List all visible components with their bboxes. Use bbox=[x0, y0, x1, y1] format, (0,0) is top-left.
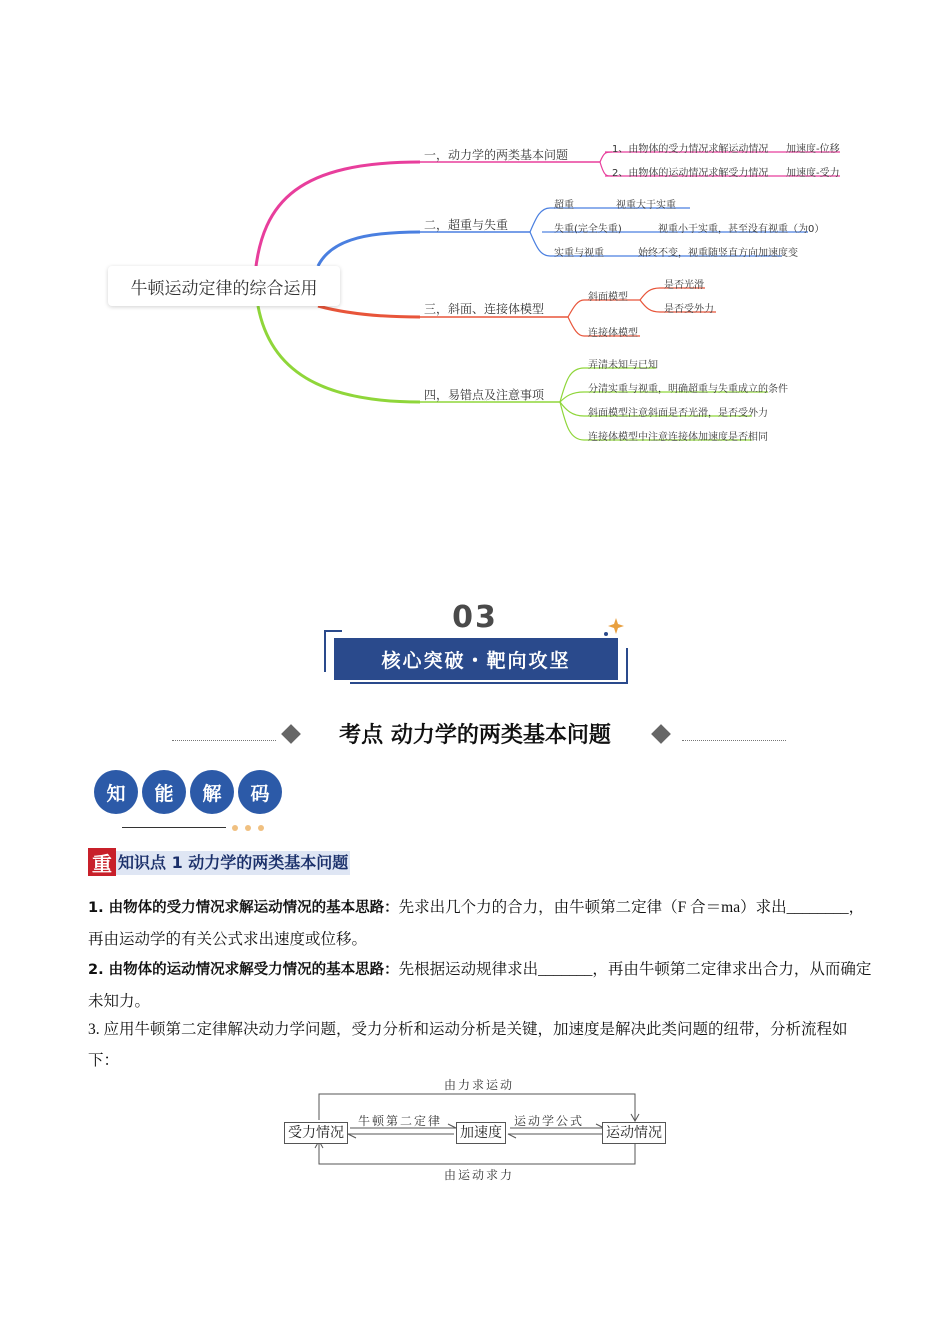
dot-2 bbox=[245, 825, 251, 831]
branch-3-child-2: 连接体模型 bbox=[588, 328, 638, 339]
branch-3-child-1-sub-2: 是否受外力 bbox=[664, 304, 714, 315]
circle-jie: 解 bbox=[190, 770, 234, 814]
branch-4-child-4: 连接体模型中注意连接体加速度是否相同 bbox=[588, 432, 768, 443]
branch-4-child-1: 弄清未知与已知 bbox=[588, 360, 658, 371]
branch-4-label: 四，易错点及注意事项 bbox=[424, 388, 545, 402]
paragraph-2-text: 先根据运动规律求出_______，再由牛顿第二定律求出合力，从而确定未知力。 bbox=[88, 961, 872, 1010]
circle-zhi: 知 bbox=[94, 770, 138, 814]
flow-box-force: 受力情况 bbox=[284, 1122, 348, 1144]
flow-label-kinematics: 运动学公式 bbox=[514, 1114, 585, 1128]
branch-2-child-3-note: 始终不变，视重随竖直方向加速度变 bbox=[638, 248, 798, 259]
circle-neng: 能 bbox=[142, 770, 186, 814]
branch-2-child-2: 失重(完全失重) bbox=[554, 224, 622, 235]
branch-2-child-1-note: 视重大于实重 bbox=[616, 200, 676, 211]
flow-label-newton: 牛顿第二定律 bbox=[358, 1114, 443, 1128]
knowledge-title: 知识点 1 动力学的两类基本问题 bbox=[116, 851, 350, 875]
paragraph-3: 3. 应用牛顿第二定律解决动力学问题，受力分析和运动分析是关键，加速度是解决此类问题的纽带，分析流程如下： bbox=[88, 1021, 848, 1069]
paragraph-1 bbox=[88, 892, 872, 955]
branch-1-child-1-note: 加速度-位移 bbox=[786, 144, 840, 155]
branch-2-label: 二，超重与失重 bbox=[424, 218, 509, 232]
flow-box-acceleration: 加速度 bbox=[456, 1122, 506, 1144]
branch-4-child-3: 斜面模型注意斜面是否光滑，是否受外力 bbox=[588, 408, 768, 419]
section-number: 03 bbox=[452, 600, 498, 635]
paragraph-1-lead: 1. 由物体的受力情况求解运动情况的基本思路： bbox=[88, 900, 399, 916]
branch-3-curve bbox=[318, 306, 420, 317]
section-title-banner: 核心突破・靶向攻坚 bbox=[334, 638, 618, 680]
branch-1-child-2-note: 加速度-受力 bbox=[786, 168, 840, 179]
branch-3-label: 三，斜面、连接体模型 bbox=[424, 302, 545, 316]
sparkle-icon bbox=[600, 616, 626, 638]
branch-4-child-2: 分清实重与视重，明确超重与失重成立的条件 bbox=[588, 384, 788, 395]
circle-ma: 码 bbox=[238, 770, 282, 814]
branch-2-child-1: 超重 bbox=[554, 200, 574, 211]
flow-label-top: 由力求运动 bbox=[444, 1078, 515, 1092]
paragraph-2-lead: 2. 由物体的运动情况求解受力情况的基本思路： bbox=[88, 962, 399, 978]
topic-title: 考点 动力学的两类基本问题 bbox=[339, 723, 611, 748]
dot-3 bbox=[258, 825, 264, 831]
flow-label-bottom: 由运动求力 bbox=[444, 1168, 515, 1182]
branch-1-curve bbox=[255, 162, 420, 275]
branch-4-curve bbox=[258, 306, 420, 402]
branch-1-child-2: 2、由物体的运动情况求解受力情况 bbox=[612, 168, 769, 179]
mindmap-root: 牛顿运动定律的综合运用 bbox=[108, 266, 340, 306]
branch-1-child-1: 1、由物体的受力情况求解运动情况 bbox=[612, 144, 769, 155]
paragraph-2 bbox=[88, 954, 872, 1017]
knowledge-badge: 重 bbox=[88, 848, 116, 876]
dot-1 bbox=[232, 825, 238, 831]
branch-2-child-2-note: 视重小于实重，甚至没有视重（为0） bbox=[658, 224, 825, 235]
branch-3-child-1: 斜面模型 bbox=[588, 292, 628, 303]
circles-underline bbox=[122, 827, 226, 828]
flow-box-motion: 运动情况 bbox=[602, 1122, 666, 1144]
branch-1-label: 一，动力学的两类基本问题 bbox=[424, 148, 569, 162]
branch-2-curve bbox=[318, 232, 420, 266]
branch-2-child-3: 实重与视重 bbox=[554, 248, 604, 259]
branch-3-child-1-sub-1: 是否光滑 bbox=[664, 280, 704, 291]
paragraph-1-text: 先求出几个力的合力，由牛顿第二定律（F 合＝ma）求出________，再由运动学的有关公式求出速度或位移。 bbox=[88, 899, 865, 948]
